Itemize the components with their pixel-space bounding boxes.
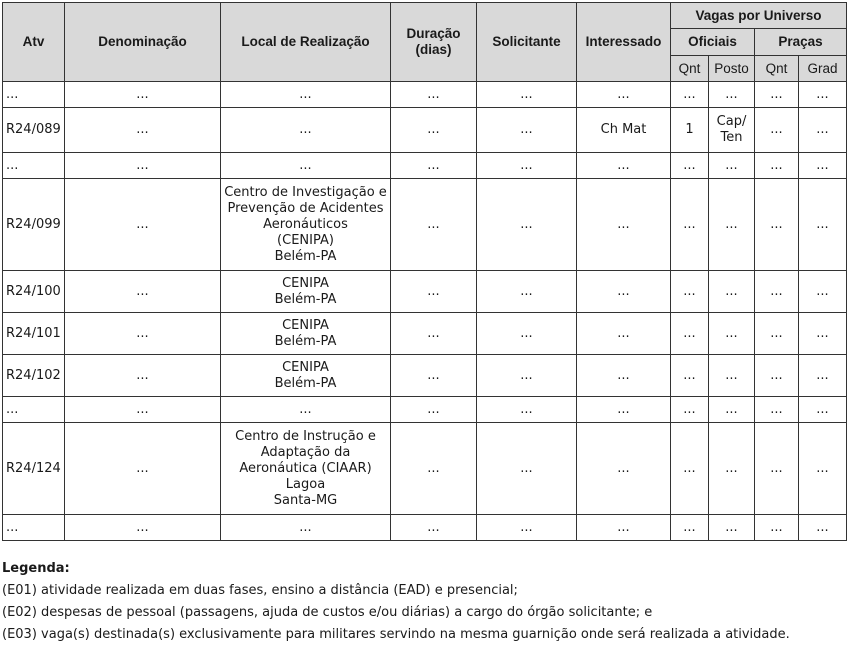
cell-interessado: ...	[577, 397, 671, 423]
cell-qnt-pracas: ...	[755, 397, 799, 423]
cell-local: ...	[221, 515, 391, 541]
cell-atv: R24/089	[3, 108, 65, 153]
table-body	[3, 82, 847, 541]
cell-qnt-pracas: ...	[755, 108, 799, 153]
cell-grad: ...	[799, 515, 847, 541]
cell-atv: R24/099	[3, 179, 65, 271]
cell-local: ...	[221, 397, 391, 423]
cell-denominacao: ...	[65, 397, 221, 423]
cell-interessado: ...	[577, 355, 671, 397]
header-qnt-pracas: Qnt	[755, 56, 799, 82]
cell-qnt-oficiais: ...	[671, 82, 709, 108]
cell-local: CENIPA Belém-PA	[221, 313, 391, 355]
cell-denominacao: ...	[65, 515, 221, 541]
cell-posto: Cap/ Ten	[709, 108, 755, 153]
cell-duracao: ...	[391, 82, 477, 108]
cell-interessado: ...	[577, 423, 671, 515]
cell-qnt-pracas: ...	[755, 515, 799, 541]
cell-duracao: ...	[391, 397, 477, 423]
header-local: Local de Realização	[221, 3, 391, 82]
table-row	[3, 313, 847, 355]
cell-denominacao: ...	[65, 82, 221, 108]
cell-qnt-oficiais: ...	[671, 153, 709, 179]
cell-grad: ...	[799, 153, 847, 179]
cell-atv: ...	[3, 515, 65, 541]
cell-grad: ...	[799, 108, 847, 153]
cell-interessado: ...	[577, 179, 671, 271]
table-header	[3, 3, 847, 82]
cell-atv: R24/102	[3, 355, 65, 397]
cell-solicitante: ...	[477, 108, 577, 153]
cell-solicitante: ...	[477, 82, 577, 108]
cell-qnt-pracas: ...	[755, 313, 799, 355]
cell-interessado: ...	[577, 82, 671, 108]
table-row	[3, 515, 847, 541]
cell-solicitante: ...	[477, 423, 577, 515]
cell-qnt-pracas: ...	[755, 179, 799, 271]
table-row	[3, 423, 847, 515]
cell-grad: ...	[799, 313, 847, 355]
cell-local: ...	[221, 108, 391, 153]
cell-local: Centro de Investigação e Prevenção de Acidentes Aeronáuticos (CENIPA) Belém-PA	[221, 179, 391, 271]
cell-atv: ...	[3, 397, 65, 423]
cell-qnt-pracas: ...	[755, 355, 799, 397]
cell-atv: ...	[3, 153, 65, 179]
legend-title: Legenda:	[2, 561, 70, 576]
cell-local: Centro de Instrução e Adaptação da Aeronáutica (CIAAR) Lagoa Santa-MG	[221, 423, 391, 515]
cell-qnt-oficiais: ...	[671, 397, 709, 423]
cell-posto: ...	[709, 397, 755, 423]
cell-interessado: ...	[577, 515, 671, 541]
cell-duracao: ...	[391, 355, 477, 397]
cell-qnt-oficiais: ...	[671, 271, 709, 313]
header-oficiais: Oficiais	[671, 29, 755, 56]
cell-solicitante: ...	[477, 271, 577, 313]
cell-posto: ...	[709, 271, 755, 313]
cell-local: ...	[221, 82, 391, 108]
cell-qnt-oficiais: 1	[671, 108, 709, 153]
cell-duracao: ...	[391, 313, 477, 355]
cell-qnt-oficiais: ...	[671, 313, 709, 355]
cell-qnt-oficiais: ...	[671, 515, 709, 541]
cell-solicitante: ...	[477, 153, 577, 179]
header-denominacao: Denominação	[65, 3, 221, 82]
cell-solicitante: ...	[477, 313, 577, 355]
cell-solicitante: ...	[477, 397, 577, 423]
cell-duracao: ...	[391, 108, 477, 153]
table-row	[3, 355, 847, 397]
cell-interessado: Ch Mat	[577, 108, 671, 153]
cell-atv: R24/124	[3, 423, 65, 515]
cell-solicitante: ...	[477, 355, 577, 397]
cell-denominacao: ...	[65, 271, 221, 313]
cell-local: CENIPA Belém-PA	[221, 271, 391, 313]
cell-qnt-pracas: ...	[755, 271, 799, 313]
cell-duracao: ...	[391, 515, 477, 541]
cell-grad: ...	[799, 423, 847, 515]
cell-grad: ...	[799, 271, 847, 313]
cell-solicitante: ...	[477, 179, 577, 271]
header-interessado: Interessado	[577, 3, 671, 82]
header-duracao: Duração (dias)	[391, 3, 477, 82]
cell-grad: ...	[799, 397, 847, 423]
cell-duracao: ...	[391, 153, 477, 179]
cell-interessado: ...	[577, 153, 671, 179]
cell-local: CENIPA Belém-PA	[221, 355, 391, 397]
cell-interessado: ...	[577, 271, 671, 313]
table-row	[3, 82, 847, 108]
header-solicitante: Solicitante	[477, 3, 577, 82]
cell-denominacao: ...	[65, 355, 221, 397]
cell-interessado: ...	[577, 313, 671, 355]
cell-posto: ...	[709, 179, 755, 271]
cell-grad: ...	[799, 179, 847, 271]
cell-qnt-pracas: ...	[755, 82, 799, 108]
cell-qnt-pracas: ...	[755, 423, 799, 515]
cell-denominacao: ...	[65, 179, 221, 271]
cell-atv: R24/101	[3, 313, 65, 355]
header-atv: Atv	[3, 3, 65, 82]
table-row	[3, 108, 847, 153]
cell-posto: ...	[709, 82, 755, 108]
cell-denominacao: ...	[65, 153, 221, 179]
cell-solicitante: ...	[477, 515, 577, 541]
cell-posto: ...	[709, 355, 755, 397]
header-posto: Posto	[709, 56, 755, 82]
activities-table	[2, 2, 847, 541]
cell-denominacao: ...	[65, 108, 221, 153]
header-grad: Grad	[799, 56, 847, 82]
cell-posto: ...	[709, 313, 755, 355]
cell-grad: ...	[799, 355, 847, 397]
cell-grad: ...	[799, 82, 847, 108]
cell-atv: R24/100	[3, 271, 65, 313]
header-qnt-oficiais: Qnt	[671, 56, 709, 82]
legend-item-e01: (E01) atividade realizada em duas fases, ensino a distância (EAD) e presencial;	[2, 583, 518, 598]
table-row	[3, 397, 847, 423]
legend-item-e02: (E02) despesas de pessoal (passagens, ajuda de custos e/ou diárias) a cargo do órgão solicitante; e	[2, 605, 653, 620]
table-row	[3, 271, 847, 313]
cell-qnt-oficiais: ...	[671, 355, 709, 397]
cell-duracao: ...	[391, 423, 477, 515]
cell-atv: ...	[3, 82, 65, 108]
cell-duracao: ...	[391, 271, 477, 313]
cell-posto: ...	[709, 423, 755, 515]
cell-denominacao: ...	[65, 313, 221, 355]
cell-denominacao: ...	[65, 423, 221, 515]
table-row	[3, 153, 847, 179]
cell-qnt-oficiais: ...	[671, 423, 709, 515]
cell-qnt-oficiais: ...	[671, 179, 709, 271]
cell-posto: ...	[709, 515, 755, 541]
cell-duracao: ...	[391, 179, 477, 271]
legend-item-e03: (E03) vaga(s) destinada(s) exclusivamente para militares servindo na mesma guarnição onde será realizada a atividade.	[2, 627, 790, 642]
cell-local: ...	[221, 153, 391, 179]
table-row	[3, 179, 847, 271]
header-vagas-por-universo: Vagas por Universo	[671, 3, 847, 29]
cell-qnt-pracas: ...	[755, 153, 799, 179]
cell-posto: ...	[709, 153, 755, 179]
header-pracas: Praças	[755, 29, 847, 56]
legend	[2, 558, 852, 646]
